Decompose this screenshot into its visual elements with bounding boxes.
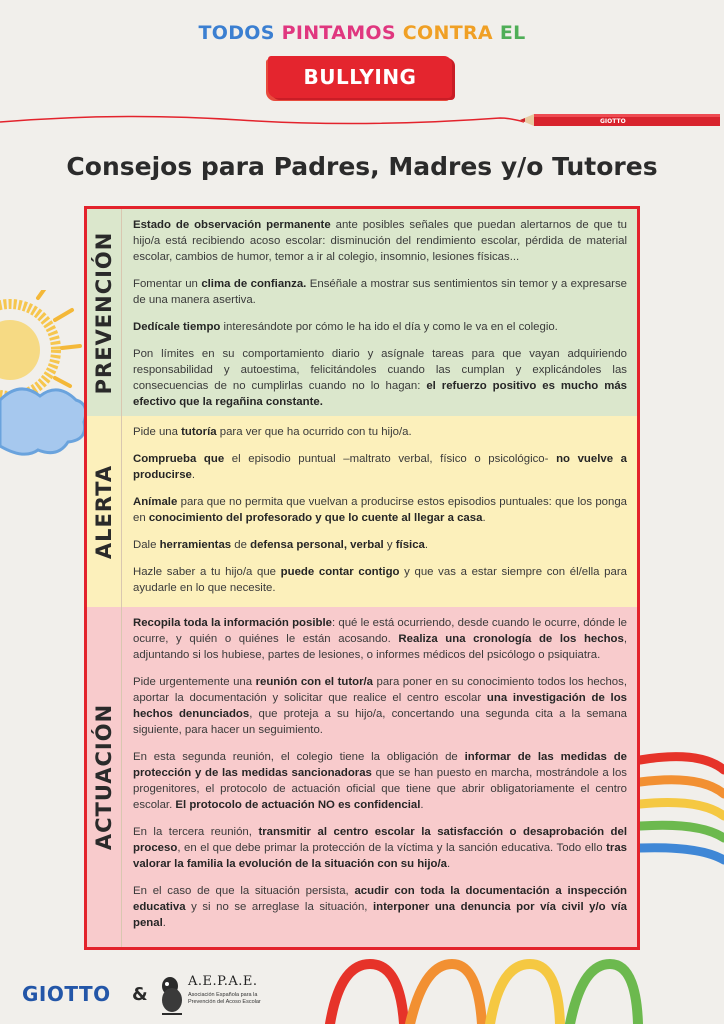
bullying-badge: BULLYING — [268, 56, 452, 98]
paragraph: Pide urgentemente una reunión con el tutor/a para poner en su conocimiento todos los hechos, aportar la documentación y solicitar que realice el centro escolar una investigación de los hechos denunciados, que proteja a su hijo/a, concertando una segunda cita a la semana siguiente, para hacer un seguimiento. — [133, 676, 627, 736]
paragraph: Comprueba que el episodio puntual –maltrato verbal, físico o psicológico- no vuelve a producirse. — [133, 453, 627, 481]
header — [0, 0, 724, 140]
aepae-name: A.E.P.A.E. — [188, 974, 258, 989]
paragraph: Dale herramientas de defensa personal, verbal y física. — [133, 539, 429, 551]
paragraph: En esta segunda reunión, el colegio tiene la obligación de informar de las medidas de protección y de las medidas sancionadoras que se han puesto en marcha, mostrándole a los progenitores, el protocolo de actuación oficial que tiene que abrir obligatoriamente el centro escolar. El protocolo de actuación NO es confidencial. — [133, 751, 627, 811]
ampersand: & — [132, 984, 148, 1005]
pencil-icon — [520, 112, 720, 128]
paragraph: Fomentar un clima de confianza. Enséñale a mostrar sus sentimientos sin temor y a expresarse de una manera asertiva. — [133, 278, 627, 306]
page-title: Consejos para Padres, Madres y/o Tutores — [66, 152, 658, 181]
section-body — [133, 217, 627, 421]
section-actuacion — [87, 607, 637, 947]
paragraph: En el caso de que la situación persista, acudir con toda la documentación a inspección educativa y si no se arreglase la situación, interponer una denuncia por vía civil y/o vía penal. — [133, 885, 627, 929]
section-alerta — [87, 416, 637, 608]
paragraph: Hazle saber a tu hijo/a que puede contar contigo y que vas a estar siempre con él/ella para ayudarle en lo que necesite. — [133, 566, 627, 594]
aepae-subtitle: Asociación Española para la Prevención del Acoso Escolar — [188, 992, 261, 1005]
section-body — [133, 424, 627, 607]
paragraph: Estado de observación permanente ante posibles señales que puedan alertarnos de que tu hijo/a está recibiendo acoso escolar: disminución del rendimiento escolar, pérdida de material escolar, cambios de humor, temor a ir al colegio, insomnio, lesiones físicas... — [133, 219, 628, 263]
section-label: ACTUACIÓN — [87, 607, 122, 947]
giotto-logo: GIOTTO — [22, 982, 111, 1006]
advice-table — [84, 206, 640, 950]
section-label: ALERTA — [87, 416, 122, 607]
paragraph: En la tercera reunión, transmitir al centro escolar la satisfacción o desaprobación del proceso, en el que debe primar la protección de la víctima y la sanción educativa. Todo ello tras valorar la familia la evolución de la situación con su hijo/a. — [133, 826, 627, 870]
paragraph: Recopila toda la información posible: qué le está ocurriendo, desde cuando le ocurre, dónde le ocurre, y quién o quiénes le están acosando. Realiza una cronología de los hechos, adjuntando si los hubiese, partes de lesiones, o informes médicos del psicólogo o psiquiatra. — [133, 617, 627, 661]
sun-illustration — [0, 290, 90, 480]
section-label: PREVENCIÓN — [87, 209, 122, 416]
aepae-logo-icon — [158, 972, 186, 1016]
section-prevencion — [87, 209, 637, 417]
svg-text:GIOTTO: GIOTTO — [600, 118, 626, 125]
paragraph: Pon límites en su comportamiento diario y asígnale tareas para que vayan adquiriendo responsabilidad y autoestima, felicitándoles cuando las cumplan y explicándoles las consecuencias de no cumplirlas cuando no lo hagan: el refuerzo positivo es mucho más efectivo que la regañina constante. — [133, 348, 627, 408]
section-body — [133, 615, 627, 942]
paragraph: Anímale para que no permita que vuelvan a producirse estos episodios puntuales: que los ponga en conocimiento del profesorado y que lo cuente al llegar a casa. — [133, 496, 627, 524]
campaign-title: TODOS PINTAMOS CONTRA EL — [198, 22, 526, 44]
paragraph: Pide una tutoría para ver que ha ocurrido con tu hijo/a. — [133, 426, 412, 438]
crayon-scribbles — [320, 952, 680, 1024]
paragraph: Dedícale tiempo interesándote por cómo le ha ido el día y como le va en el colegio. — [133, 321, 558, 333]
